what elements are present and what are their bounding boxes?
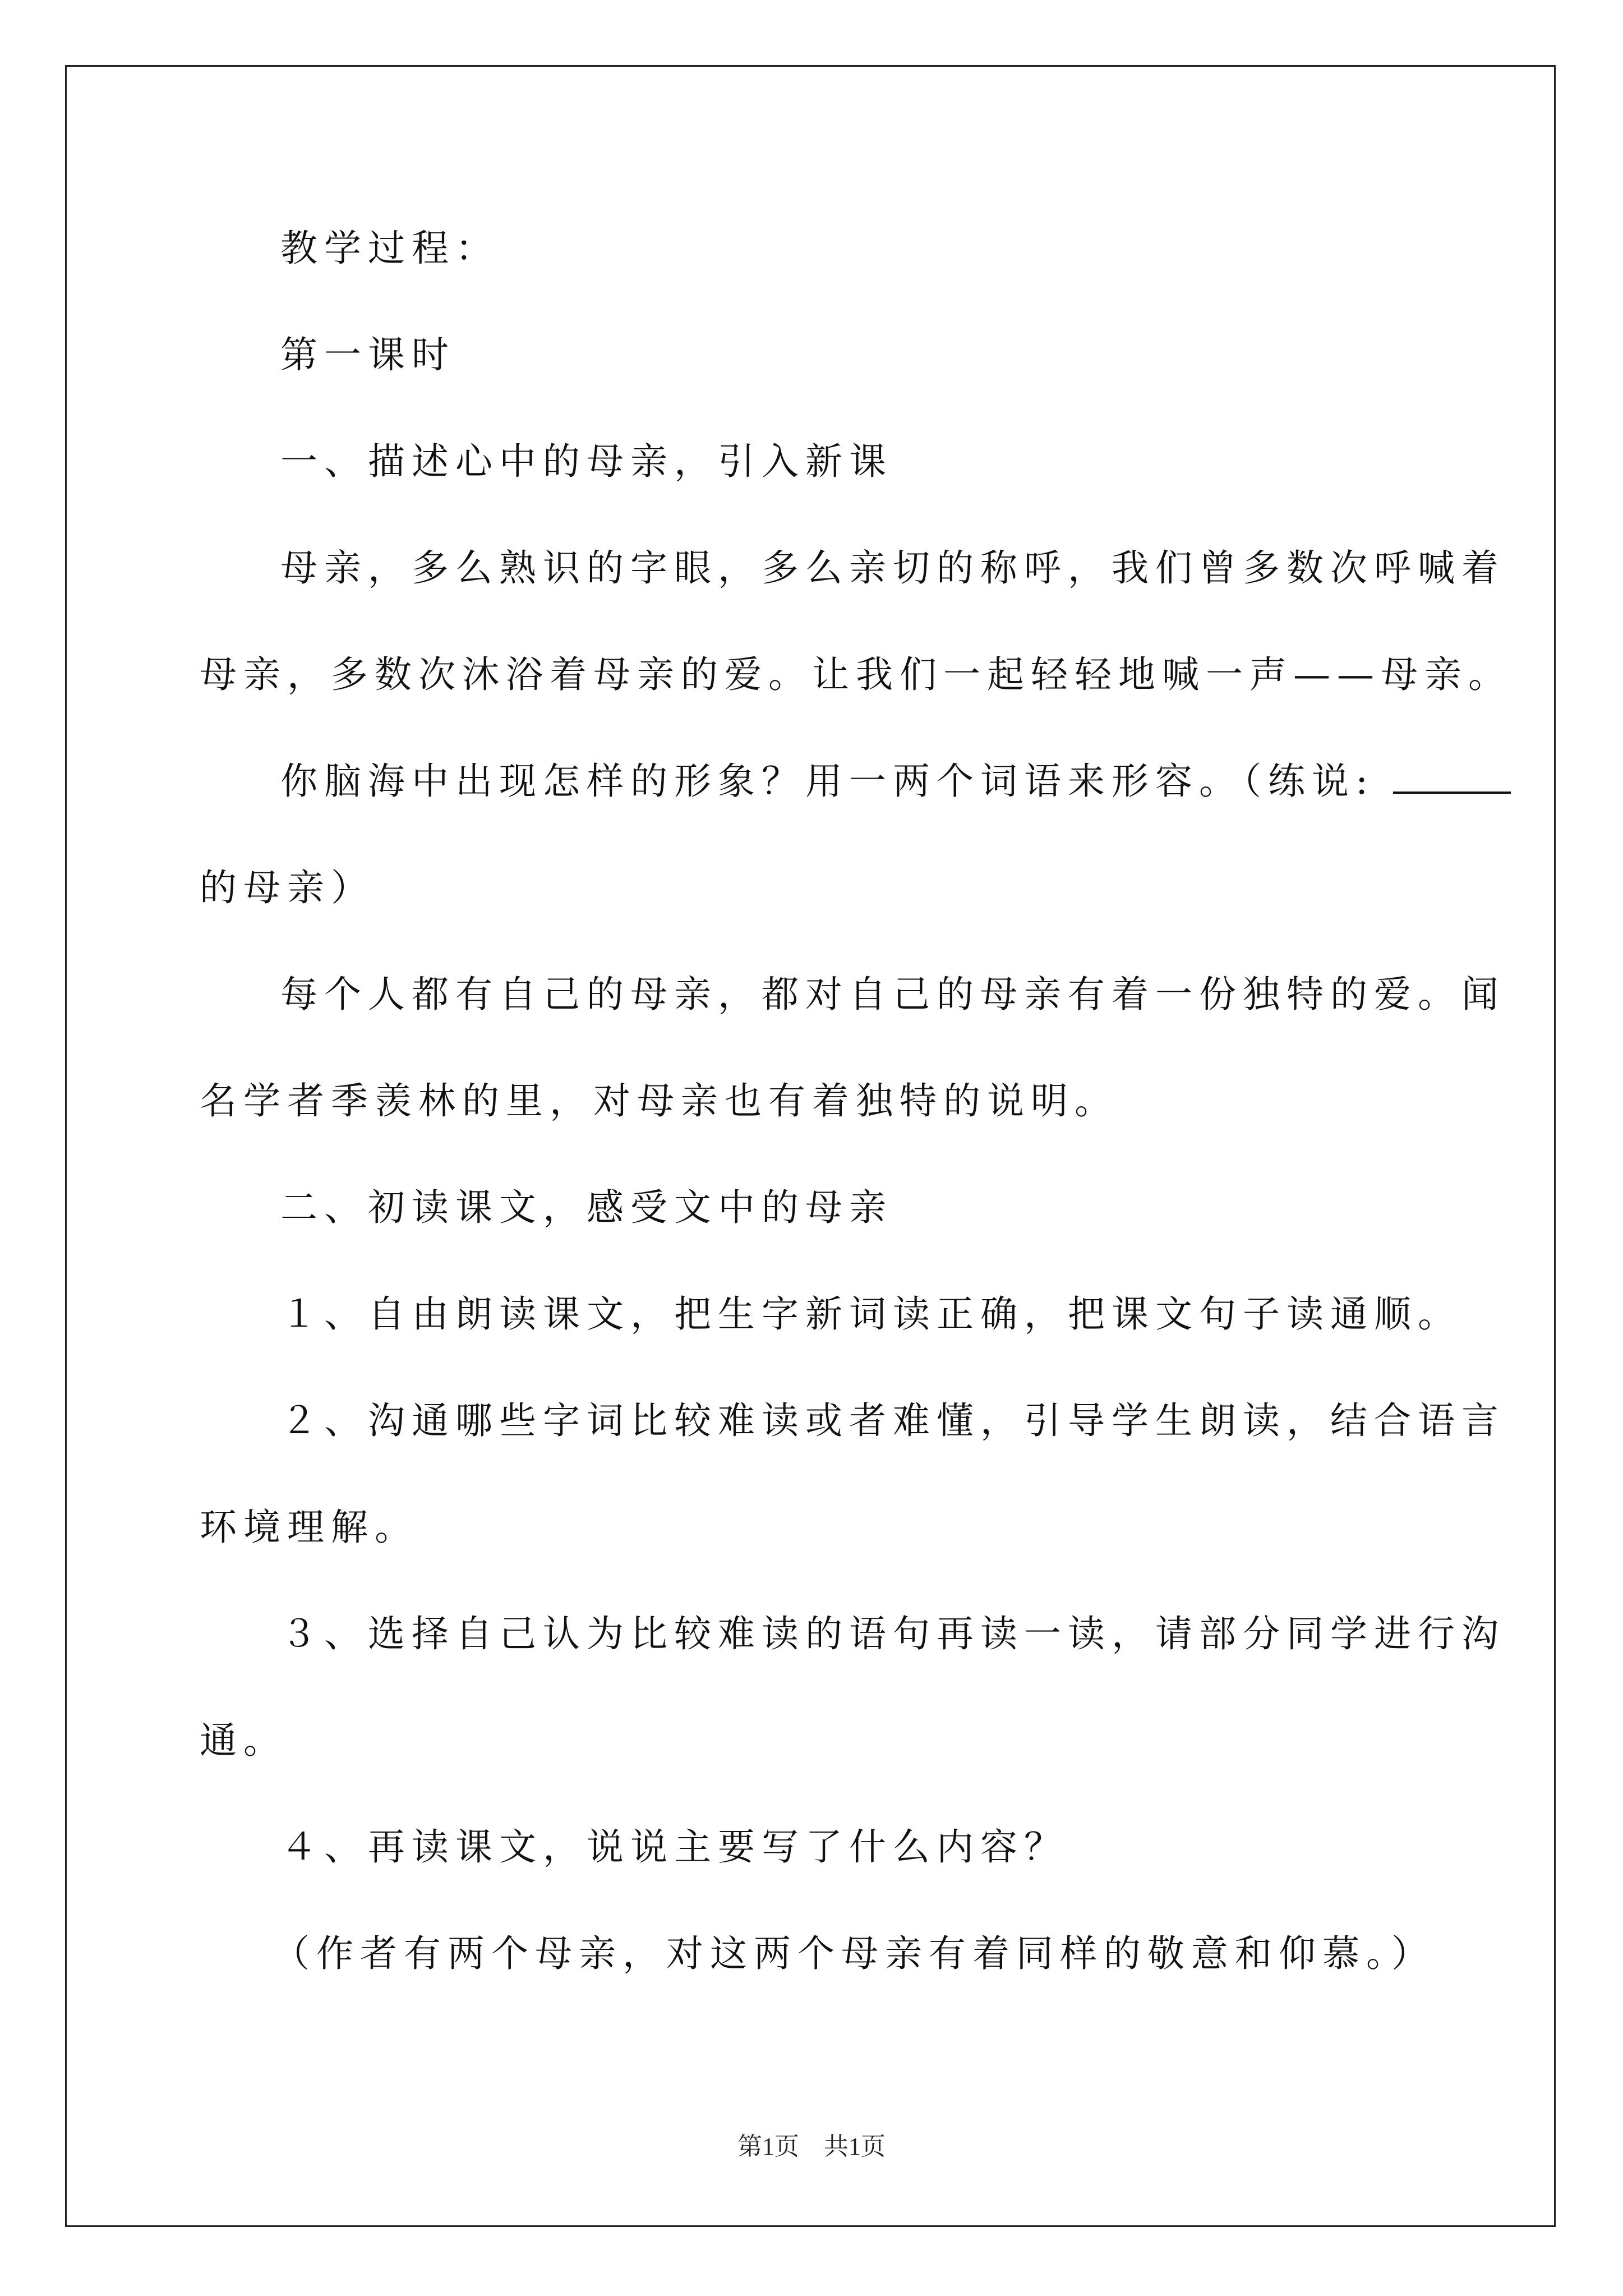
paragraph-teaching-process: 教学过程： [280,227,499,270]
heading-section-one: 一、描述心中的母亲，引入新课 [280,440,893,483]
paragraph-line: 环境理解。 [200,1506,418,1549]
paragraph-line: 母亲，多数次沐浴着母亲的爱。让我们一起轻轻地喊一声——母亲。 [200,653,1512,696]
list-item: １、自由朗读课文，把生字新词读正确，把课文句子读通顺。 [280,1292,1461,1336]
paragraph-line: 通。 [200,1719,287,1762]
fill-in-blank [1393,763,1511,794]
page-number-footer: 第1页 共1页 [737,2133,886,2160]
paragraph-line: 每个人都有自己的母亲，都对自己的母亲有着一份独特的爱。闻 [280,973,1505,1016]
list-item: ３、选择自己认为比较难读的语句再读一读，请部分同学进行沟 [280,1612,1505,1655]
page-border [65,65,1556,2227]
paragraph-line: 母亲，多么熟识的字眼，多么亲切的称呼，我们曾多数次呼喊着 [280,546,1505,590]
list-item: ２、沟通哪些字词比较难读或者难懂，引导学生朗读，结合语言 [280,1399,1505,1442]
paragraph-first-lesson: 第一课时 [280,333,455,376]
prompt-text: 你脑海中出现怎样的形象？用一两个词语来形容。（练说: [280,760,1375,803]
list-item: ４、再读课文，说说主要写了什么内容？ [280,1825,1068,1869]
paragraph-line [280,760,1512,803]
paragraph-line: （作者有两个母亲，对这两个母亲有着同样的敬意和仰慕。） [273,1932,1435,1975]
paragraph-line: 的母亲） [200,866,375,909]
paragraph-line: 名学者季羡林的里，对母亲也有着独特的说明。 [200,1079,1118,1122]
heading-section-two: 二、初读课文，感受文中的母亲 [280,1186,893,1229]
